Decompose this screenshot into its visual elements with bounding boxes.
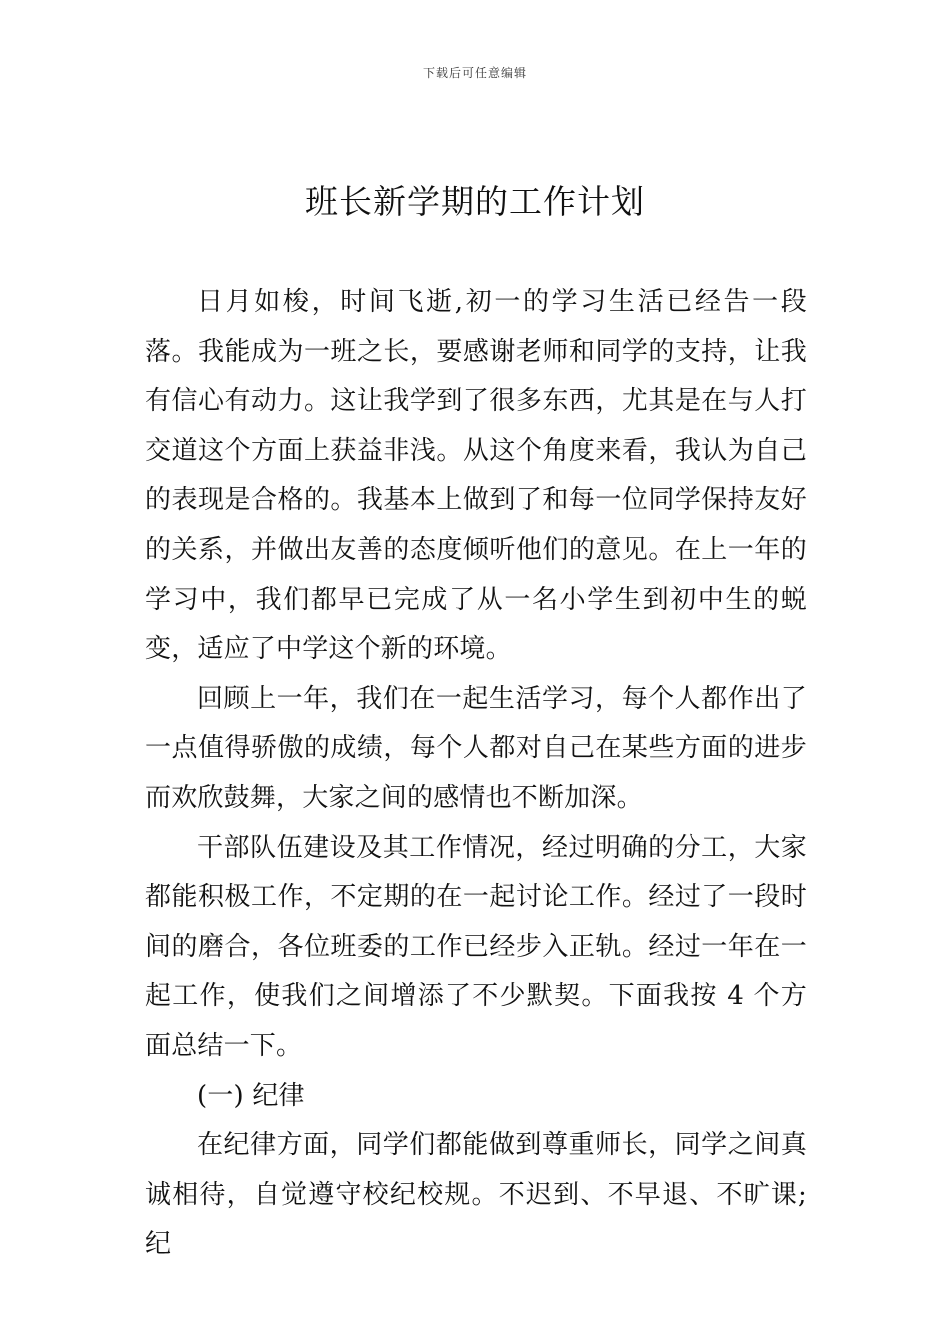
section-heading-discipline: (一) 纪律 — [197, 1080, 305, 1111]
document-body — [145, 278, 807, 1270]
paragraph-review: 回顾上一年，我们在一起生活学习，每个人都作出了一点值得骄傲的成绩，每个人都对自己在某些方面的进步而欢欣鼓舞，大家之间的感情也不断加深。 — [145, 683, 807, 813]
paragraph-discipline: 在纪律方面，同学们都能做到尊重师长，同学之间真诚相待，自觉遵守校纪校规。不迟到、不早退、不旷课;纪 — [145, 1130, 807, 1260]
header-note: 下载后可任意编辑 — [422, 66, 527, 80]
paragraph-intro: 日月如梭，时间飞逝,初一的学习生活已经告一段落。我能成为一班之长，要感谢老师和同学的支持，让我有信心有动力。这让我学到了很多东西，尤其是在与人打交道这个方面上获益非浅。从这个角度来看，我认为自己的表现是合格的。我基本上做到了和每一位同学保持友好的关系，并做出友善的态度倾听他们的意见。在上一年的学习中，我们都早已完成了从一名小学生到初中生的蜕变，适应了中学这个新的环境。 — [145, 287, 807, 665]
document-title: 班长新学期的工作计划 — [305, 182, 645, 221]
paragraph-cadre: 干部队伍建设及其工作情况，经过明确的分工，大家都能积极工作，不定期的在一起讨论工作。经过了一段时间的磨合，各位班委的工作已经步入正轨。经过一年在一起工作，使我们之间增添了不少默契。下面我按 4 个方面总结一下。 — [145, 832, 807, 1061]
